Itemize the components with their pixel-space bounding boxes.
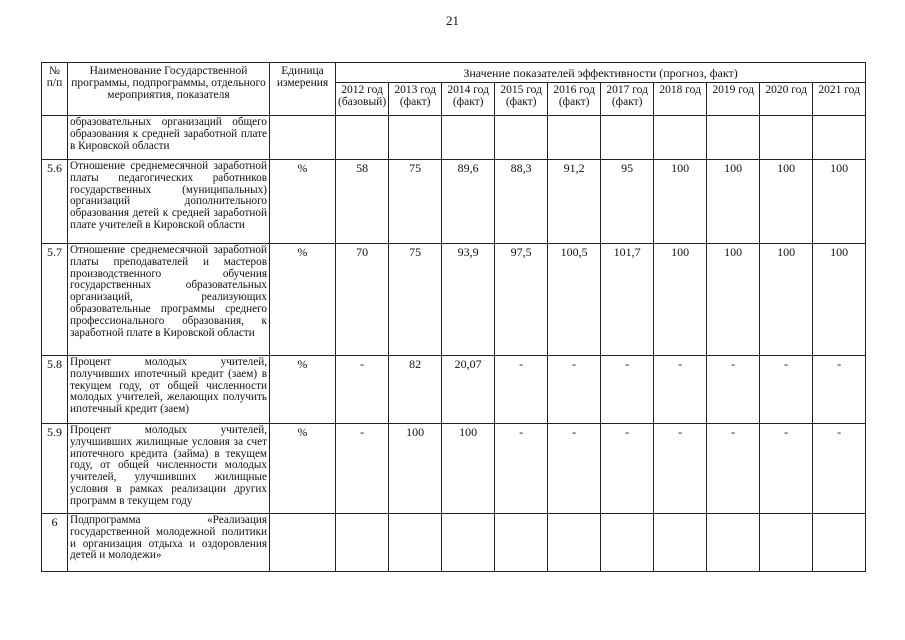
value-cell-3 bbox=[495, 116, 548, 160]
unit-cell: % bbox=[270, 160, 336, 244]
value-cell-1 bbox=[389, 116, 442, 160]
value-cell-7 bbox=[707, 514, 760, 572]
header-row-top bbox=[42, 63, 866, 83]
year-label: 2018 год bbox=[659, 84, 701, 96]
table-row bbox=[42, 424, 866, 514]
year-note: (факт) bbox=[505, 96, 537, 108]
value-cell-1 bbox=[389, 514, 442, 572]
indicator-name: Подпрограмма «Реализация государственной молодежной политики и организация отдыха и оздоровления детей и молодежи» bbox=[68, 514, 270, 572]
table-row bbox=[42, 116, 866, 160]
value-cell-0: - bbox=[336, 356, 389, 424]
year-label: 2012 год bbox=[341, 84, 383, 96]
value-cell-4 bbox=[548, 116, 601, 160]
year-label: 2015 год bbox=[500, 84, 542, 96]
row-number: 5.8 bbox=[42, 356, 68, 424]
row-number: 5.7 bbox=[42, 244, 68, 356]
indicator-name: образовательных организаций общего образования к средней заработной плате в Кировской области bbox=[68, 116, 270, 160]
page-number: 21 bbox=[446, 13, 459, 28]
value-cell-3: - bbox=[495, 356, 548, 424]
value-cell-7: - bbox=[707, 356, 760, 424]
value-cell-1: 75 bbox=[389, 160, 442, 244]
value-cell-1: 82 bbox=[389, 356, 442, 424]
value-cell-6: - bbox=[654, 424, 707, 514]
value-cell-5: - bbox=[601, 356, 654, 424]
value-cell-7 bbox=[707, 116, 760, 160]
value-cell-3: 88,3 bbox=[495, 160, 548, 244]
value-cell-6 bbox=[654, 514, 707, 572]
header-year-2 bbox=[442, 83, 495, 116]
value-cell-2 bbox=[442, 514, 495, 572]
value-cell-1: 100 bbox=[389, 424, 442, 514]
value-cell-0 bbox=[336, 116, 389, 160]
header-year-5 bbox=[601, 83, 654, 116]
indicator-name: Процент молодых учителей, улучшивших жилищные условия за счет ипотечного кредита (займа) в текущем году, от общей численности молодых учителей, улучшивших жилищные условия в рамках реализации других программ в текущем году bbox=[68, 424, 270, 514]
value-cell-5: - bbox=[601, 424, 654, 514]
header-year-4 bbox=[548, 83, 601, 116]
indicator-name: Процент молодых учителей, получивших ипотечный кредит (заем) в текущем году, от общей численности молодых учителей, желающих получить ипотечный кредит (заем) bbox=[68, 356, 270, 424]
value-cell-0: 58 bbox=[336, 160, 389, 244]
value-cell-0 bbox=[336, 514, 389, 572]
value-cell-2 bbox=[442, 116, 495, 160]
year-note: (факт) bbox=[611, 96, 643, 108]
value-cell-2: 93,9 bbox=[442, 244, 495, 356]
year-label: 2016 год bbox=[553, 84, 595, 96]
year-label: 2017 год bbox=[606, 84, 648, 96]
value-cell-9 bbox=[813, 514, 866, 572]
value-cell-4 bbox=[548, 514, 601, 572]
value-cell-3 bbox=[495, 514, 548, 572]
header-year-8 bbox=[760, 83, 813, 116]
value-cell-0: 70 bbox=[336, 244, 389, 356]
row-number: 6 bbox=[42, 514, 68, 572]
value-cell-6: 100 bbox=[654, 160, 707, 244]
value-cell-3: - bbox=[495, 424, 548, 514]
header-year-1 bbox=[389, 83, 442, 116]
value-cell-2: 89,6 bbox=[442, 160, 495, 244]
row-number bbox=[42, 116, 68, 160]
value-cell-6: - bbox=[654, 356, 707, 424]
table-row bbox=[42, 356, 866, 424]
value-cell-4: 91,2 bbox=[548, 160, 601, 244]
year-note: (факт) bbox=[399, 96, 431, 108]
year-note: (факт) bbox=[452, 96, 484, 108]
value-cell-9: 100 bbox=[813, 160, 866, 244]
unit-cell bbox=[270, 514, 336, 572]
value-cell-9: - bbox=[813, 356, 866, 424]
year-label: 2020 год bbox=[765, 84, 807, 96]
value-cell-7: 100 bbox=[707, 160, 760, 244]
value-cell-2: 100 bbox=[442, 424, 495, 514]
value-cell-6: 100 bbox=[654, 244, 707, 356]
header-year-7 bbox=[707, 83, 760, 116]
header-year-3 bbox=[495, 83, 548, 116]
value-cell-5: 101,7 bbox=[601, 244, 654, 356]
value-cell-9 bbox=[813, 116, 866, 160]
unit-cell: % bbox=[270, 356, 336, 424]
value-cell-4: 100,5 bbox=[548, 244, 601, 356]
value-cell-8: - bbox=[760, 424, 813, 514]
header-values: Значение показателей эффективности (прогноз, факт) bbox=[336, 63, 866, 83]
year-label: 2014 год bbox=[447, 84, 489, 96]
header-name: Наименование Государственной программы, подпрограммы, отдельного мероприятия, показателя bbox=[68, 63, 270, 116]
header-year-0 bbox=[336, 83, 389, 116]
value-cell-5 bbox=[601, 116, 654, 160]
unit-cell bbox=[270, 116, 336, 160]
value-cell-5: 95 bbox=[601, 160, 654, 244]
value-cell-8 bbox=[760, 514, 813, 572]
value-cell-8: 100 bbox=[760, 244, 813, 356]
value-cell-8 bbox=[760, 116, 813, 160]
indicators-table bbox=[41, 62, 866, 572]
table-row bbox=[42, 244, 866, 356]
year-label: 2013 год bbox=[394, 84, 436, 96]
table-row bbox=[42, 514, 866, 572]
value-cell-9: 100 bbox=[813, 244, 866, 356]
value-cell-4: - bbox=[548, 424, 601, 514]
value-cell-1: 75 bbox=[389, 244, 442, 356]
header-unit: Единица измерения bbox=[270, 63, 336, 116]
unit-cell: % bbox=[270, 244, 336, 356]
table-row bbox=[42, 160, 866, 244]
header-num: № п/п bbox=[42, 63, 68, 116]
row-number: 5.6 bbox=[42, 160, 68, 244]
value-cell-0: - bbox=[336, 424, 389, 514]
row-number: 5.9 bbox=[42, 424, 68, 514]
indicator-name: Отношение среднемесячной заработной платы педагогических работников государственных (муниципальных) организаций дополнительного образования детей к средней заработной плате учителей в Кировской области bbox=[68, 160, 270, 244]
header-year-9 bbox=[813, 83, 866, 116]
value-cell-8: 100 bbox=[760, 160, 813, 244]
value-cell-5 bbox=[601, 514, 654, 572]
value-cell-6 bbox=[654, 116, 707, 160]
indicator-name: Отношение среднемесячной заработной платы преподавателей и мастеров производственного обучения государственных образовательных организаций, реализующих образовательные программы среднего профессионального образования, к заработной плате в Кировской области bbox=[68, 244, 270, 356]
value-cell-7: - bbox=[707, 424, 760, 514]
value-cell-4: - bbox=[548, 356, 601, 424]
year-label: 2021 год bbox=[818, 84, 860, 96]
value-cell-3: 97,5 bbox=[495, 244, 548, 356]
year-note: (факт) bbox=[558, 96, 590, 108]
value-cell-8: - bbox=[760, 356, 813, 424]
value-cell-2: 20,07 bbox=[442, 356, 495, 424]
header-year-6 bbox=[654, 83, 707, 116]
year-label: 2019 год bbox=[712, 84, 754, 96]
value-cell-7: 100 bbox=[707, 244, 760, 356]
unit-cell: % bbox=[270, 424, 336, 514]
value-cell-9: - bbox=[813, 424, 866, 514]
year-note: (базовый) bbox=[338, 96, 387, 108]
